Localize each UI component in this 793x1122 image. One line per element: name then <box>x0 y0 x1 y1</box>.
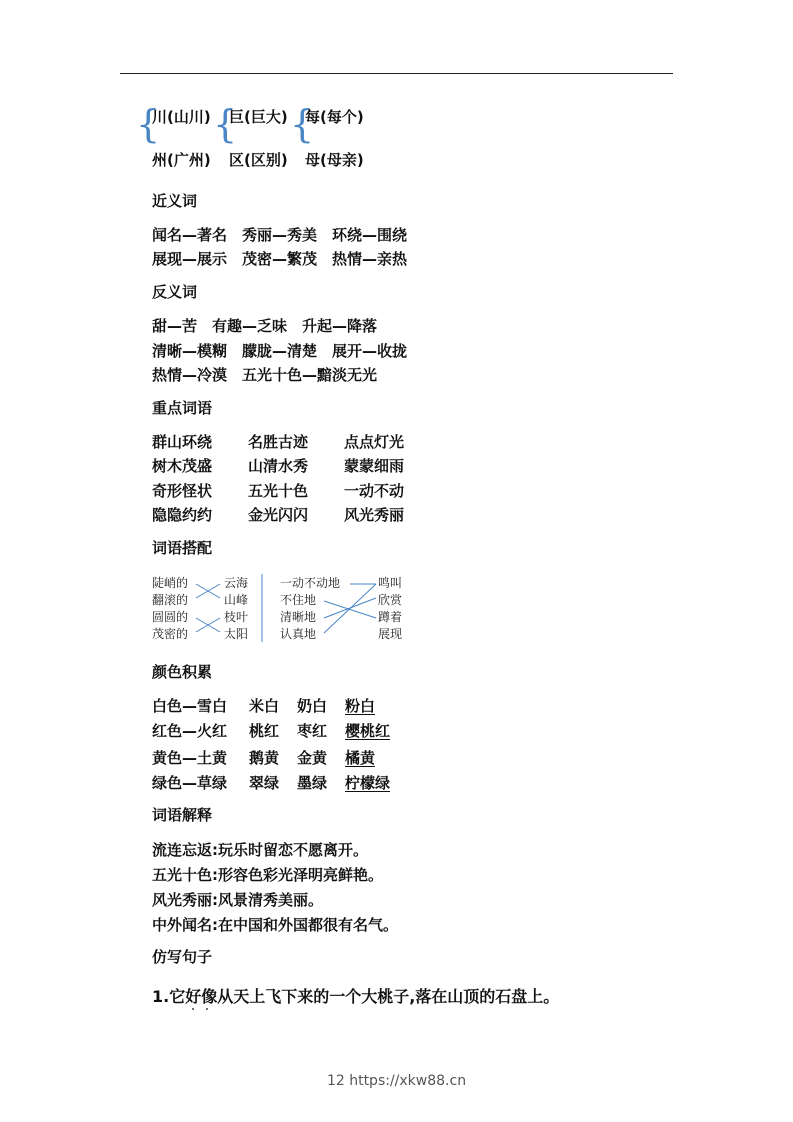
color-word: 鹅黄 <box>249 749 280 767</box>
key-word: 群山环绕 <box>152 433 213 451</box>
key-word: 山清水秀 <box>248 457 309 475</box>
color-word: 绿色—草绿 <box>152 774 228 792</box>
rhyme-word: 州(广州) <box>152 151 211 169</box>
section-heading-explanations: 词语解释 <box>152 806 213 824</box>
color-word: 樱桃红 <box>345 722 391 740</box>
section-heading-matching: 词语搭配 <box>152 539 213 557</box>
key-word: 点点灯光 <box>344 433 405 451</box>
example-sentence: 1.它好像从天上飞下来的一个大桃子,落在山顶的石盘上。 <box>152 987 560 1006</box>
match-left-target: 山峰 <box>224 593 249 607</box>
color-word: 橘黄 <box>345 749 376 767</box>
match-left-word: 翻滚的 <box>152 593 189 607</box>
section-heading-antonyms: 反义词 <box>152 283 198 301</box>
key-word: 风光秀丽 <box>344 506 405 524</box>
match-left-target: 云海 <box>224 576 249 590</box>
brace-icon: { <box>290 102 315 146</box>
match-left-target: 太阳 <box>224 627 249 641</box>
color-word: 黄色—土黄 <box>152 749 228 767</box>
section-heading-imitation: 仿写句子 <box>152 948 213 966</box>
match-right-target: 鸣叫 <box>378 576 403 590</box>
emphasis-dot <box>192 1008 194 1010</box>
antonym-line: 热情—冷漠 五光十色—黯淡无光 <box>152 366 378 384</box>
match-left-word: 茂密的 <box>152 627 189 641</box>
key-word: 树木茂盛 <box>152 457 213 475</box>
header-rule <box>120 73 673 74</box>
rhyme-word: 母(母亲) <box>305 151 364 169</box>
color-word: 墨绿 <box>297 774 328 792</box>
brace-icon: { <box>213 102 238 146</box>
color-word: 红色—火红 <box>152 722 228 740</box>
color-word: 翠绿 <box>249 774 280 792</box>
match-left-target: 枝叶 <box>224 610 249 624</box>
color-word: 白色—雪白 <box>152 697 228 715</box>
explanation-line: 流连忘返:玩乐时留恋不愿离开。 <box>152 841 369 859</box>
section-heading-colors: 颜色积累 <box>152 663 213 681</box>
emphasis-dot <box>206 1008 208 1010</box>
rhyme-word: 每(每个) <box>305 108 364 126</box>
match-line <box>324 584 376 633</box>
antonym-line: 清晰—模糊 朦胧—清楚 展开—收拢 <box>152 342 408 360</box>
match-right-word: 一动不动地 <box>280 576 341 590</box>
explanation-line: 中外闻名:在中国和外国都很有名气。 <box>152 916 399 934</box>
key-word: 名胜古迹 <box>248 433 309 451</box>
synonym-line: 闻名—著名 秀丽—秀美 环绕—围绕 <box>152 226 408 244</box>
explanation-line: 风光秀丽:风景清秀美丽。 <box>152 891 323 909</box>
match-right-word: 认真地 <box>280 627 317 641</box>
match-right-word: 不住地 <box>280 593 317 607</box>
synonym-line: 展现—展示 茂密—繁茂 热情—亲热 <box>152 250 408 268</box>
color-word: 柠檬绿 <box>345 774 391 792</box>
antonym-line: 甜—苦 有趣—乏味 升起—降落 <box>152 317 378 335</box>
section-heading-synonyms: 近义词 <box>152 192 198 210</box>
rhyme-word: 川(山川) <box>152 108 211 126</box>
color-word: 粉白 <box>345 697 376 715</box>
rhyme-word: 巨(巨大) <box>229 108 288 126</box>
color-word: 奶白 <box>297 697 328 715</box>
match-right-target: 欣赏 <box>378 593 403 607</box>
key-word: 金光闪闪 <box>248 506 309 524</box>
rhyme-word: 区(区别) <box>229 151 288 169</box>
color-word: 桃红 <box>249 722 280 740</box>
match-left-word: 陡峭的 <box>152 576 189 590</box>
color-word: 米白 <box>249 697 280 715</box>
page-footer: 12 https://xkw88.cn <box>326 1073 467 1089</box>
match-right-target: 展现 <box>378 627 403 641</box>
color-word: 金黄 <box>297 749 328 767</box>
brace-icon: { <box>136 102 161 146</box>
key-word: 隐隐约约 <box>152 506 213 524</box>
key-word: 奇形怪状 <box>152 482 213 500</box>
match-right-target: 蹲着 <box>378 610 403 624</box>
section-heading-key-words: 重点词语 <box>152 399 213 417</box>
key-word: 五光十色 <box>248 482 309 500</box>
key-word: 一动不动 <box>344 482 405 500</box>
match-right-word: 清晰地 <box>280 610 317 624</box>
word-matching-diagram <box>150 570 410 645</box>
explanation-line: 五光十色:形容色彩光泽明亮鲜艳。 <box>152 866 384 884</box>
key-word: 蒙蒙细雨 <box>344 457 405 475</box>
match-left-word: 圆圆的 <box>152 610 189 624</box>
color-word: 枣红 <box>297 722 328 740</box>
